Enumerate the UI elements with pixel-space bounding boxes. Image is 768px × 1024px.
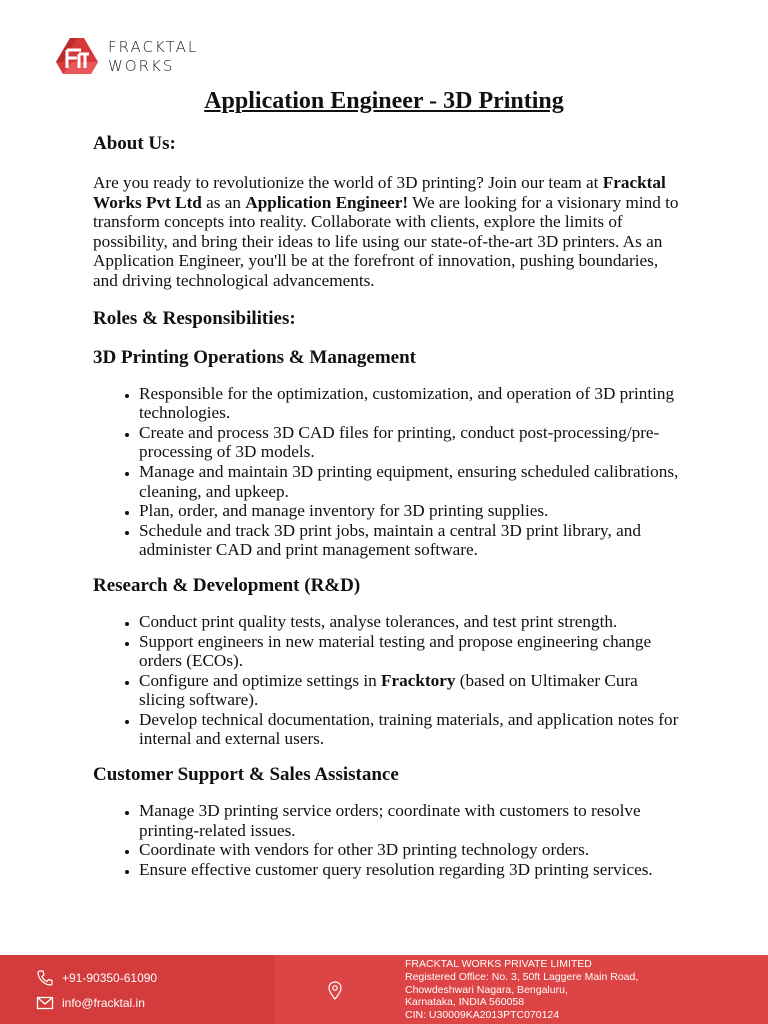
address-line: Registered Office: No. 3, 50ft Laggere Main Road, [405, 970, 639, 983]
list-item: • Responsible for the optimization, customization, and operation of 3D printing technologies. [139, 384, 683, 423]
page-title: Application Engineer - 3D Printing [204, 88, 564, 114]
list-item: • Schedule and track 3D print jobs, maintain a central 3D print library, and administer CAD and print management software. [139, 521, 683, 560]
mail-icon [36, 995, 54, 1011]
footer-email [36, 995, 145, 1011]
about-text-3: We are looking for a visionary mind to transform concepts into reality. Collaborate with clients, explore the limits of possibility, and bring their ideas to life using our state-of-the-art 3D printers. As an Application Engineer, you'll be at the forefront of innovation, pushing boundaries, and driving technological advancements. [93, 192, 679, 290]
section-heading-rnd: Research & Development (R&D) [93, 574, 361, 596]
section-heading-support: Customer Support & Sales Assistance [93, 764, 399, 786]
logo-wordmark [108, 38, 198, 76]
list-item [139, 671, 683, 710]
list-item: • Develop technical documentation, training materials, and application notes for internal and external users. [139, 710, 683, 749]
list-item: • Create and process 3D CAD files for printing, conduct post-processing/pre-processing of 3D models. [139, 423, 683, 462]
fracktal-logo-icon [52, 36, 102, 78]
footer-bar [0, 955, 768, 1024]
address-line: CIN: U30009KA2013PTC070124 [405, 1009, 560, 1022]
address-line: Chowdeshwari Nagara, Bengaluru, [405, 983, 568, 996]
list-item: • Manage and maintain 3D printing equipment, ensuring scheduled calibrations, cleaning, and upkeep. [139, 462, 683, 501]
address-line: Karnataka, INDIA 560058 [405, 996, 525, 1009]
support-list [93, 801, 683, 879]
fracktory-text-before: Configure and optimize settings in [139, 670, 382, 690]
list-item: • Manage 3D printing service orders; coordinate with customers to resolve printing-related issues. [139, 801, 683, 840]
logo-line-1: FRACKTAL [108, 38, 199, 56]
about-text-1: Are you ready to revolutionize the world of 3D printing? Join our team at [93, 173, 603, 192]
address-line: FRACKTAL WORKS PRIVATE LIMITED [405, 958, 592, 970]
fracktory-text-after: (based on Ultimaker Cura slicing software). [139, 670, 638, 710]
footer-contact [0, 955, 275, 1024]
rnd-list [93, 612, 683, 749]
phone-icon [36, 969, 54, 987]
list-item: • Ensure effective customer query resolution regarding 3D printing services. [139, 860, 683, 880]
list-item: • Conduct print quality tests, analyse tolerances, and test print strength. [139, 612, 683, 632]
logo-line-2: WORKS [108, 57, 175, 75]
fracktory-name: Fracktory [381, 670, 456, 690]
about-text-2: as an [201, 192, 246, 212]
company-name: Fracktal Works Pvt Ltd [93, 173, 666, 212]
role-name: Application Engineer! [245, 192, 409, 212]
list-item: • Plan, order, and manage inventory for 3D printing supplies. [139, 501, 683, 521]
company-address [405, 958, 638, 1022]
footer-address-block [275, 955, 768, 1024]
location-pin-icon [328, 981, 342, 1001]
phone-number[interactable]: +91-90350-61090 [62, 971, 158, 985]
company-logo [52, 36, 198, 78]
section-heading-operations: 3D Printing Operations & Management [93, 346, 416, 368]
list-item: • Support engineers in new material testing and propose engineering change orders (ECOs). [139, 632, 683, 671]
job-description [93, 130, 683, 893]
list-item: • Coordinate with vendors for other 3D printing technology orders. [139, 840, 683, 860]
roles-heading: Roles & Responsibilities: [93, 307, 296, 329]
operations-list [93, 384, 683, 560]
email-address[interactable]: info@fracktal.in [62, 996, 145, 1010]
about-heading: About Us: [93, 133, 176, 154]
about-paragraph [93, 173, 683, 291]
footer-phone [36, 969, 157, 987]
